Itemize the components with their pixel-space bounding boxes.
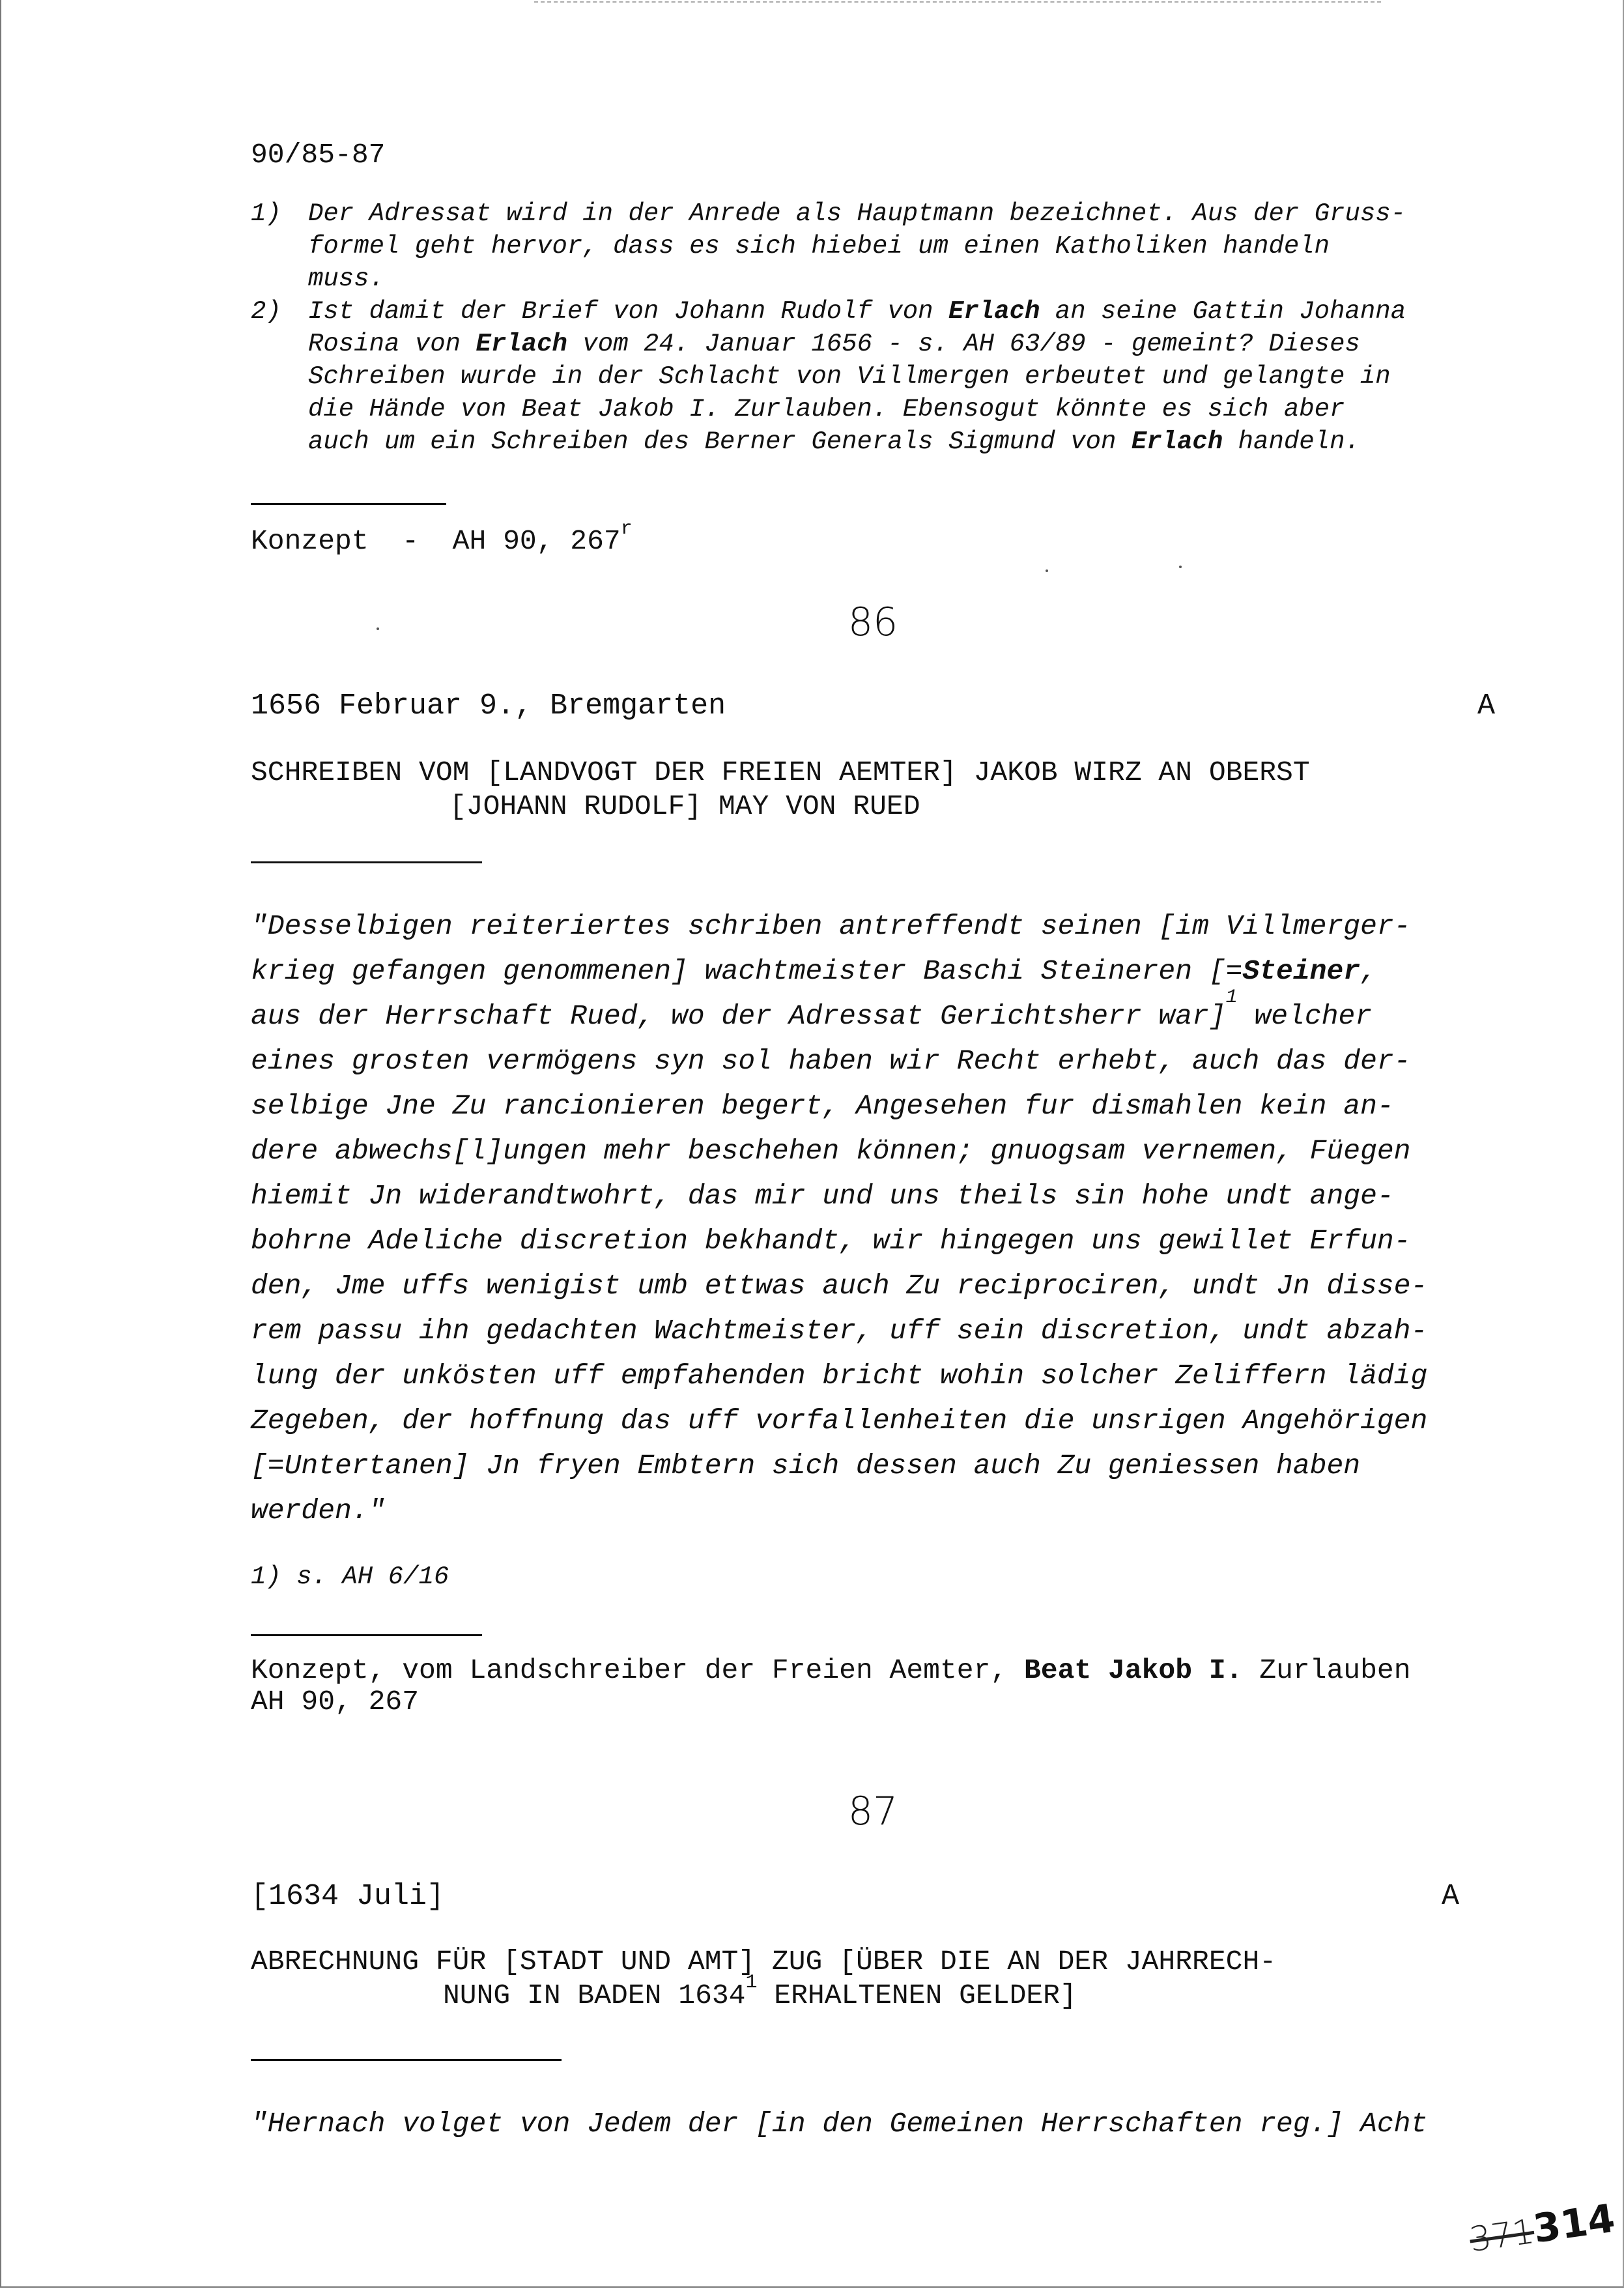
- quote-line: "Hernach volget von Jedem der [in den Gemeinen Herrschaften reg.] Acht: [251, 2108, 1428, 2140]
- document-number-86: 86: [848, 599, 898, 645]
- source-line: AH 90, 267: [251, 1686, 420, 1718]
- separator-rule: [251, 1634, 482, 1636]
- separator-rule: [251, 503, 446, 505]
- quote-line: Zegeben, der hoffnung das uff vorfallenheiten die unsrigen Angehörigen: [251, 1405, 1428, 1437]
- name-erlach: Erlach: [1131, 427, 1223, 456]
- quote-line: "Desselbigen reiteriertes schriben antreffendt seinen [im Villmerger-: [251, 910, 1411, 942]
- footnote-line: Rosina von Erlach vom 24. Januar 1656 - s. AH 63/89 - gemeint? Dieses: [308, 330, 1360, 358]
- title-line: NUNG IN BADEN 1634$^1$ ERHALTENEN GELDER]: [443, 1972, 1077, 2011]
- scan-speck: [1179, 566, 1182, 568]
- footnote-line: die Hände von Beat Jakob I. Zurlauben. Ebensogut könnte es sich aber: [308, 395, 1345, 424]
- footnote-number: 1): [251, 199, 281, 228]
- footnote-line: Schreiben wurde in der Schlacht von Villmergen erbeutet und gelangte in: [308, 362, 1391, 391]
- footnote-ref: 1: [1225, 986, 1238, 1009]
- doc86-title: [251, 756, 1310, 824]
- name-steiner: Steiner: [1242, 955, 1361, 987]
- footnote-ref: 1: [745, 1972, 758, 1994]
- quote-line: selbige Jne Zu rancionieren begert, Angesehen fur dismahlen kein an-: [251, 1090, 1394, 1122]
- page-number-current: 314: [1530, 2195, 1618, 2253]
- scan-speck: [377, 627, 379, 630]
- quote-line: [=Untertanen] Jn fryen Embtern sich dessen auch Zu geniessen haben: [251, 1450, 1361, 1482]
- doc86-header: [251, 689, 1495, 723]
- doc87-title: [251, 1945, 1276, 2013]
- quote-line: den, Jme uffs wenigist umb ettwas auch Zu reciprociren, undt Jn disse-: [251, 1270, 1428, 1302]
- title-line: ABRECHNUNG FÜR [STADT UND AMT] ZUG [ÜBER DIE AN DER JAHRRECH-: [251, 1946, 1277, 1978]
- doc87-quote: [251, 2101, 1508, 2146]
- separator-rule: [251, 2059, 562, 2061]
- separator-rule: [251, 861, 482, 863]
- title-line: SCHREIBEN VOM [LANDVOGT DER FREIEN AEMTER] JAKOB WIRZ AN OBERST: [251, 756, 1310, 788]
- source-line: Konzept, vom Landschreiber der Freien Aemter, Beat Jakob I. Zurlauben: [251, 1654, 1411, 1686]
- doc87-header: [251, 1880, 1459, 1914]
- header-ref: 90/85-87: [251, 139, 386, 171]
- footnote-line: Der Adressat wird in der Anrede als Hauptmann bezeichnet. Aus der Gruss-: [308, 199, 1406, 228]
- footnote-line: auch um ein Schreiben des Berner Generals Sigmund von Erlach handeln.: [308, 427, 1360, 456]
- superscript: r: [620, 518, 633, 540]
- footnote-line: muss.: [308, 265, 385, 293]
- quote-line: hiemit Jn widerandtwohrt, das mir und uns theils sin hohe undt ange-: [251, 1180, 1394, 1212]
- quote-line: rem passu ihn gedachten Wachtmeister, uff sein discretion, undt abzah-: [251, 1315, 1428, 1347]
- footnotes-previous: [251, 197, 1502, 458]
- doc86-letter: A: [1477, 689, 1495, 723]
- doc87-date-place: [1634 Juli]: [251, 1880, 445, 1913]
- document-number-87: 87: [848, 1789, 898, 1834]
- quote-line: werden.": [251, 1495, 386, 1527]
- quote-line: bohrne Adeliche discretion bekhandt, wir hingegen uns gewillet Erfun-: [251, 1225, 1411, 1257]
- quote-line: eines grosten vermögens syn sol haben wir Recht erhebt, auch das der-: [251, 1045, 1411, 1077]
- source-line-85: Konzept - AH 90, 267$^r$: [251, 518, 633, 557]
- scan-speck: [1046, 569, 1048, 572]
- footnote-line: formel geht hervor, dass es sich hiebei um einen Katholiken handeln: [308, 232, 1330, 261]
- doc86-date-place: 1656 Februar 9., Bremgarten: [251, 689, 726, 723]
- quote-line: aus der Herrschaft Rued, wo der Adressat Gerichtsherr war]$^1$ welcher: [251, 986, 1373, 1032]
- title-line: [JOHANN RUDOLF] MAY VON RUED: [449, 790, 920, 822]
- name-erlach: Erlach: [948, 297, 1040, 326]
- footnote-line: Ist damit der Brief von Johann Rudolf von Erlach an seine Gattin Johanna: [308, 297, 1406, 326]
- doc86-footnote: 1) s. AH 6/16: [251, 1562, 449, 1591]
- footnote-number: 2): [251, 297, 281, 326]
- top-scan-edge: [534, 1, 1381, 3]
- quote-line: lung der unkösten uff empfahenden bricht wohin solcher Zeliffern lädig: [251, 1360, 1428, 1392]
- doc86-quote: [251, 904, 1508, 1533]
- quote-line: krieg gefangen genommenen] wachtmeister Baschi Steineren [=Steiner,: [251, 955, 1377, 987]
- name-erlach: Erlach: [476, 330, 567, 358]
- footnote-2: [251, 295, 1502, 458]
- quote-line: dere abwechs[l]ungen mehr beschehen können; gnuogsam vernemen, Füegen: [251, 1135, 1411, 1167]
- doc86-source: [251, 1655, 1411, 1718]
- name-zurlauben: Beat Jakob I.: [1024, 1654, 1243, 1686]
- footnote-1: [251, 197, 1502, 295]
- page-number-struck: 371: [1467, 2212, 1537, 2260]
- doc87-letter: A: [1441, 1880, 1459, 1913]
